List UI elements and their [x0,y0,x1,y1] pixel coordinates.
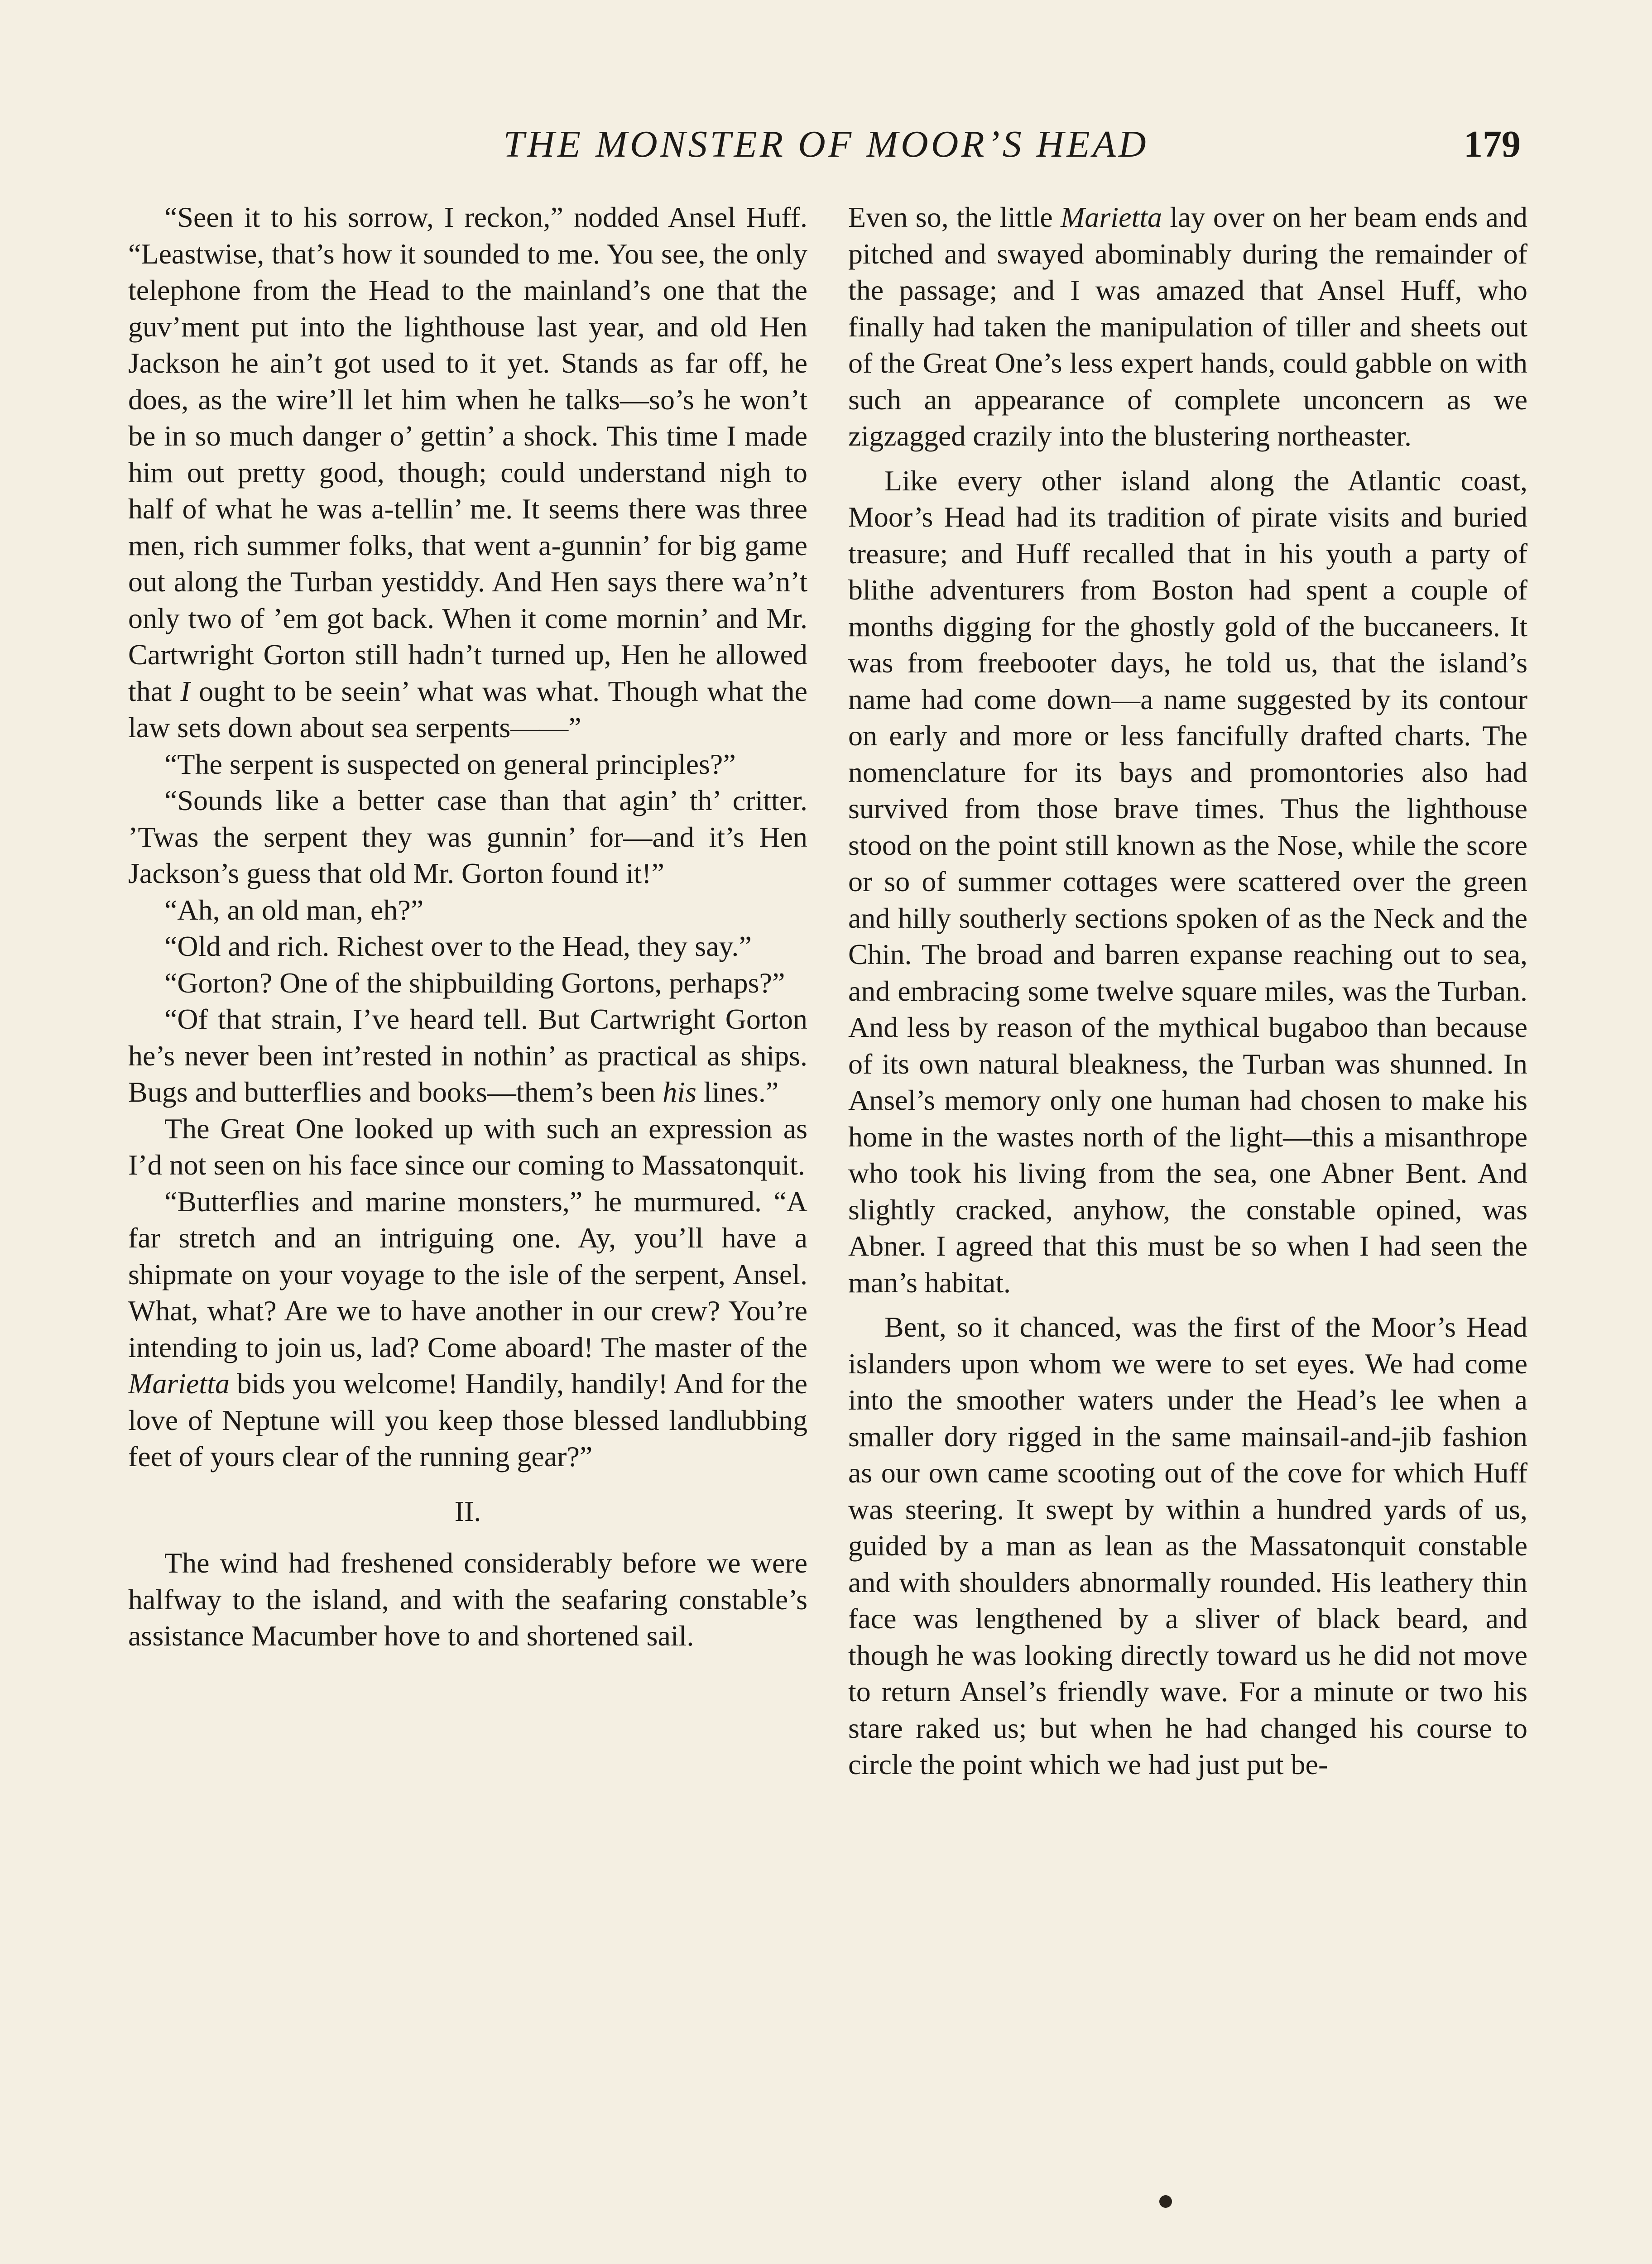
running-title: THE MONSTER OF MOOR’S HEAD [503,123,1149,165]
section-heading: II. [454,1495,481,1527]
left-column [128,199,807,1655]
paragraph: “Butterflies and marine monsters,” he murmured. “A far stretch and an intriguing one. Ay, you’ll have a shipmate on your voyage to the isle of the serpent, Ansel. What, what? Are we to have another in our crew? You’re intending to join us, lad? Come aboard! The master of the Marietta bids you welcome! Handily, handily! And for the love of Neptune will you keep those blessed landlubbing feet of yours clear of the running gear?” [128,1185,807,1473]
paragraph: “Seen it to his sorrow, I reckon,” nodded Ansel Huff. “Leastwise, that’s how it sounded to me. You see, the only telephone from the Head to the mainland’s one that the guv’ment put into the lighthouse last year, and old Hen Jackson he ain’t got used to it yet. Stands as far off, he does, as the wire’ll let him when he talks—so’s he won’t be in so much danger o’ gettin’ a shock. This time I made him out pretty good, though; could understand nigh to half of what he was a-tellin’ me. It seems there was three men, rich summer folks, that went a-gunnin’ for big game out along the Turban yestiddy. And Hen says there wa’n’t only two of ’em got back. When it come mornin’ and Mr. Cartwright Gorton still hadn’t turned up, Hen he allowed that I ought to be seein’ what was what. Though what the law sets down about sea serpents——” [128,201,807,743]
page-number: 179 [1464,123,1521,165]
paragraph: “Old and rich. Richest over to the Head, they say.” [164,930,752,962]
right-column [848,199,1527,1783]
paragraph: The Great One looked up with such an expression as I’d not seen on his face since our coming to Massatonquit. [128,1112,807,1181]
running-head [131,122,1521,172]
paragraph: “Sounds like a better case than that agin’ th’ critter. ’Twas the serpent they was gunnin’ for—and it’s Hen Jackson’s guess that old Mr. Gorton found it!” [128,784,807,889]
paragraph: “The serpent is suspected on general principles?” [164,748,736,780]
paragraph: Like every other island along the Atlantic coast, Moor’s Head had its tradition of pirate visits and buried treasure; and Huff recalled that in his youth a party of blithe adventurers from Boston had spent a couple of months digging for the ghostly gold of the buccaneers. It was from freebooter days, he told us, that the island’s name had come down—a name suggested by its contour on early and more or less fancifully drafted charts. The nomenclature for its bays and promontories also had survived from those brave times. Thus the lighthouse stood on the point still known as the Nose, while the score or so of summer cottages were scattered over the green and hilly southerly sections spoken of as the Neck and the Chin. The broad and barren expanse reaching out to sea, and embracing some twelve square miles, was the Turban. And less by reason of the mythical bugaboo than because of its own natural bleakness, the Turban was shunned. In Ansel’s memory only one human had chosen to make his home in the wastes north of the light—this a misanthrope who took his living from the sea, one Abner Bent. And slightly cracked, anyhow, the constable opined, was Abner. I agreed that this must be so when I had seen the man’s habitat. [848,464,1527,1299]
paragraph: “Gorton? One of the shipbuilding Gortons, perhaps?” [164,966,785,999]
paragraph-continued: Even so, the little Marietta lay over on her beam ends and pitched and swayed abominably during the remainder of the passage; and I was amazed that Ansel Huff, who finally had taken the manipulation of tiller and sheets out of the Great One’s less expert hands, could gabble on with such an appearance of complete unconcern as we zigzagged crazily into the blustering northeaster. [848,201,1528,452]
paragraph: “Of that strain, I’ve heard tell. But Cartwright Gorton he’s never been int’rested in nothin’ as practical as ships. Bugs and butterflies and books—them’s been his lines.” [128,1003,807,1108]
paragraph: The wind had freshened considerably before we were halfway to the island, and with the seafaring constable’s assistance Macumber hove to and shortened sail. [128,1547,807,1652]
ink-spot-mark [1159,2195,1172,2208]
paragraph: Bent, so it chanced, was the first of the Moor’s Head islanders upon whom we were to set eyes. We had come into the smoother waters under the Head’s lee when a smaller dory rigged in the same mainsail-and-jib fashion as our own came scooting out of the cove for which Huff was steering. It swept by within a hundred yards of us, guided by a man as lean as the Massatonquit constable and with shoulders abnormally rounded. His leathery thin face was lengthened by a sliver of black beard, and though he was looking directly toward us he did not move to return Ansel’s friendly wave. For a minute or two his stare raked us; but when he had changed his course to circle the point which we had just put be- [848,1311,1527,1780]
paragraph: “Ah, an old man, eh?” [164,893,424,926]
